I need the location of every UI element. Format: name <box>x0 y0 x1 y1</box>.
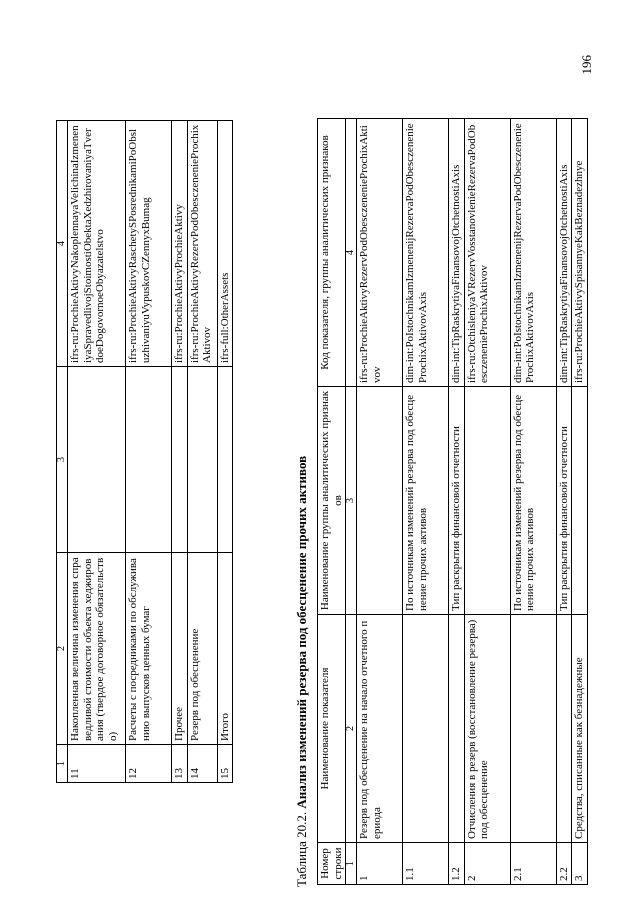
row-group: По источникам изменений резерва под обесценение прочих активов <box>510 387 556 615</box>
table-row <box>126 121 172 783</box>
row-name: Резерв под обесценение <box>187 553 217 745</box>
column-number: 1 <box>346 843 357 885</box>
row-number: 3 <box>572 843 588 885</box>
column-number-row <box>346 119 357 885</box>
table-row <box>449 119 465 885</box>
table-row <box>510 119 556 885</box>
table-row <box>556 119 572 885</box>
row-code: ifrs-ru:ProchieAktivyRezervPodObesczenenieProchixAktivov <box>187 121 217 367</box>
row-code: ifrs-ru:ProchieAktivyRaschetySPosrednikamiPoObsluzhivaniyuVypuskovCZennyxBumag <box>126 121 172 367</box>
row-code: ifrs-ru:ProchieAktivySpisannyeKakBeznadezhnye <box>572 119 588 387</box>
row-group <box>172 367 188 553</box>
row-code: dim-int:TipRaskrytiyaFinansovojOtchetnostiAxis <box>556 119 572 387</box>
row-group <box>187 367 217 553</box>
table-other-assets-continued <box>56 120 233 783</box>
row-number: 1.2 <box>449 843 465 885</box>
row-group <box>572 387 588 615</box>
row-group <box>217 367 233 553</box>
row-name: Резерв под обесценение на начало отчетного периода <box>357 615 403 843</box>
column-number: 2 <box>346 615 357 843</box>
header-group: Наименование группы аналитических признаков <box>318 387 346 615</box>
row-group <box>357 387 403 615</box>
row-group: Тип раскрытия финансовой отчетности <box>449 387 465 615</box>
table-row <box>357 119 403 885</box>
table-caption-label: Таблица 20.2. <box>294 811 309 887</box>
row-name: Итого <box>217 553 233 745</box>
row-code: dim-int:PoIstochnikamIzmenenijRezervaPodObesczenenieProchixAktivovAxis <box>510 119 556 387</box>
row-name: Накопленная величина изменения справедливой стоимости объекта хеджирования (твердое договорное обязательство) <box>68 553 126 745</box>
row-number: 1.1 <box>403 843 449 885</box>
row-name <box>403 615 449 843</box>
row-number: 2.1 <box>510 843 556 885</box>
row-code: dim-int:PoIstochnikamIzmenenijRezervaPodObesczenenieProchixAktivovAxis <box>403 119 449 387</box>
table-allowance-changes <box>317 118 588 885</box>
row-number: 11 <box>68 745 126 783</box>
row-code: dim-int:TipRaskrytiyaFinansovojOtchetnostiAxis <box>449 119 465 387</box>
row-name: Средства, списанные как безнадежные <box>572 615 588 843</box>
table-row <box>217 121 233 783</box>
row-number: 2.2 <box>556 843 572 885</box>
row-name: Отчисления в резерв (восстановление резерва) под обесценение <box>464 615 510 843</box>
table-caption <box>294 456 310 887</box>
row-number: 2 <box>464 843 510 885</box>
row-number: 1 <box>357 843 403 885</box>
table-row <box>187 121 217 783</box>
table-row <box>172 121 188 783</box>
row-group: Тип раскрытия финансовой отчетности <box>556 387 572 615</box>
header-code: Код показателя, группы аналитических признаков <box>318 119 346 387</box>
row-code: ifrs-ru:ProchieAktivyNakoplennayaVelichinaIzmeneniyaSpravedlivojStoimostiObektaXedzhirovaniyaTverdoeDogovornoeObyazatelstvo <box>68 121 126 367</box>
row-group <box>68 367 126 553</box>
row-group: По источникам изменений резерва под обесценение прочих активов <box>403 387 449 615</box>
row-name <box>510 615 556 843</box>
column-number: 2 <box>57 553 68 745</box>
table-caption-title: Анализ изменений резерва под обесценение прочих активов <box>294 455 309 809</box>
row-number: 15 <box>217 745 233 783</box>
column-number-row <box>57 121 68 783</box>
row-name <box>449 615 465 843</box>
column-number: 3 <box>346 387 357 615</box>
column-number: 4 <box>57 121 68 367</box>
row-group <box>126 367 172 553</box>
header-name: Наименование показателя <box>318 615 346 843</box>
row-number: 13 <box>172 745 188 783</box>
row-code: ifrs-ru:ProchieAktivyProchieAktivy <box>172 121 188 367</box>
row-number: 14 <box>187 745 217 783</box>
column-number: 1 <box>57 745 68 783</box>
row-code: ifrs-full:OtherAssets <box>217 121 233 367</box>
table-row <box>572 119 588 885</box>
row-name: Расчеты с посредниками по обслуживанию выпусков ценных бумаг <box>126 553 172 745</box>
row-name: Прочее <box>172 553 188 745</box>
row-code: ifrs-ru:ProchieAktivyRezervPodObesczenenieProchixAktivov <box>357 119 403 387</box>
row-number: 12 <box>126 745 172 783</box>
row-group <box>464 387 510 615</box>
row-code: ifrs-ru:OtchisleniyaVRezervVosstanovlenieRezervaPodObesczenenieProchixAktivov <box>464 119 510 387</box>
table-header-row <box>318 119 346 885</box>
table-row <box>403 119 449 885</box>
header-row-number: Номер строки <box>318 843 346 885</box>
column-number: 4 <box>346 119 357 387</box>
table-row <box>464 119 510 885</box>
column-number: 3 <box>57 367 68 553</box>
row-name <box>556 615 572 843</box>
table-row <box>68 121 126 783</box>
page-number: 196 <box>579 55 594 75</box>
